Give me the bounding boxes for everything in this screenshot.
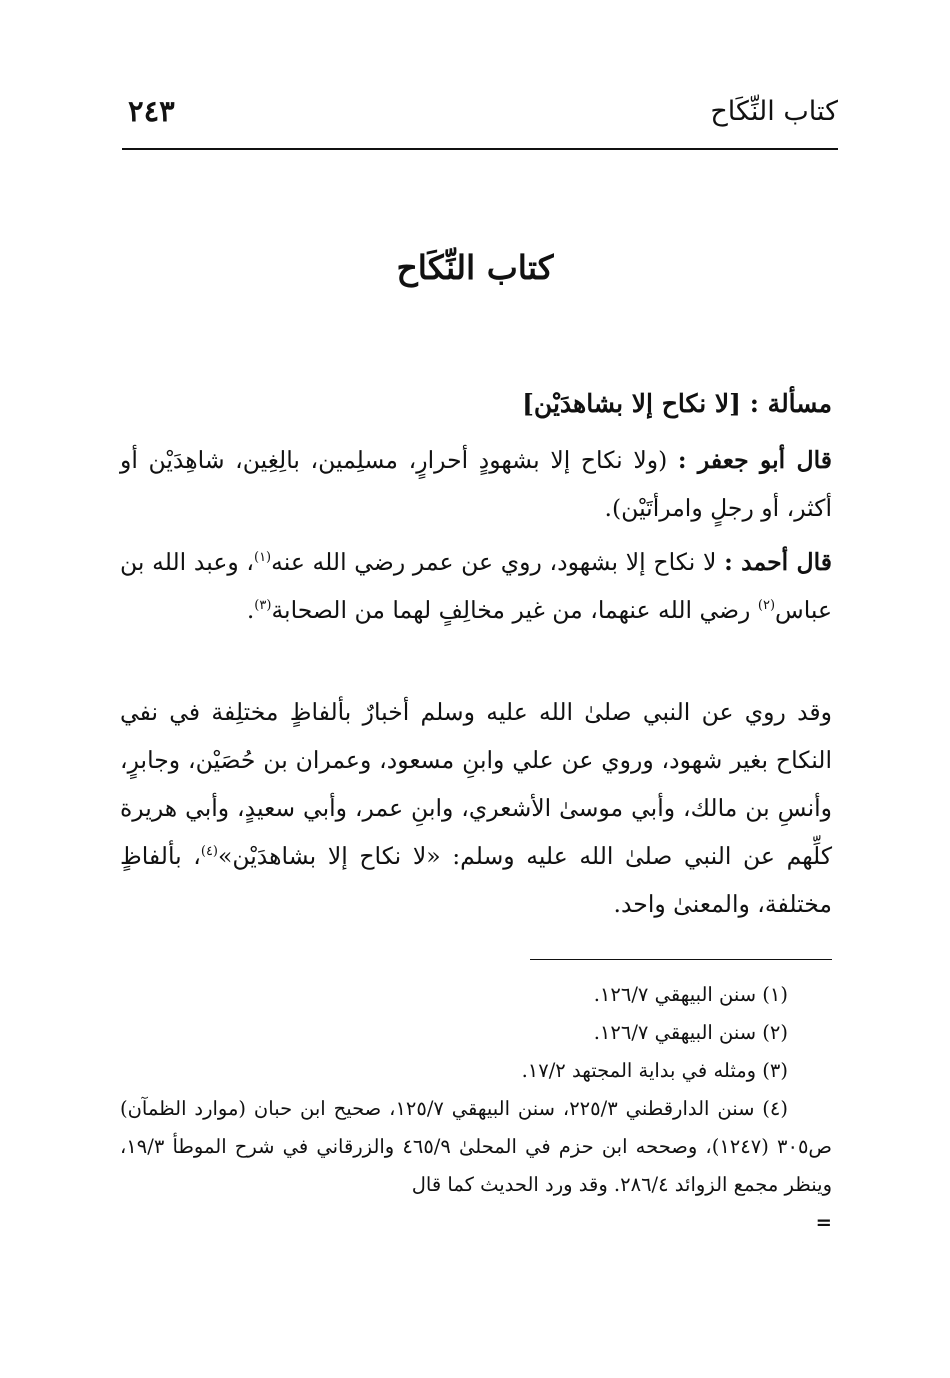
paragraph-text: ، وعبد الله بن عباس xyxy=(120,548,832,624)
issue-label: مسألة : xyxy=(749,389,832,418)
paragraph-hadith xyxy=(120,688,832,928)
running-title: كتاب النِّكَاح xyxy=(710,96,838,127)
continuation-mark: = xyxy=(815,1211,832,1234)
footnote-1: (١) سنن البيهقي ١٢٦/٧. xyxy=(593,983,788,1006)
paragraph-text: لا نكاح إلا بشهود، روي عن عمر رضي الله عنه xyxy=(271,548,717,576)
issue-title: [لا نكاح إلا بشاهدَيْن] xyxy=(522,389,742,418)
footnote-4: (٤) سنن الدارقطني ٢٢٥/٣، سنن البيهقي ١٢٥/٧، صحيح ابن حبان (موارد الظمآن) ص٣٠٥ (١٢٤٧)، وصححه ابن حزم في المحلىٰ ٤٦٥/٩ والزرقاني في شرح الموطأ ١٩/٣، وينظر مجمع الزوائد ٢٨٦/٤. وقد ورد الحديث كما قال xyxy=(120,1097,832,1196)
footnote-2: (٢) سنن البيهقي ١٢٦/٧. xyxy=(593,1021,788,1044)
paragraph-text: ، بألفاظٍ مختلفة، والمعنىٰ واحد. xyxy=(120,842,832,918)
footnote-divider xyxy=(530,959,832,960)
footnote-ref-1[interactable]: (١) xyxy=(253,550,272,566)
issue-heading xyxy=(120,380,832,428)
paragraph-abu-jafar xyxy=(120,436,832,532)
footnote-ref-2[interactable]: (٢) xyxy=(757,598,776,614)
speaker-abu-jafar: قال أبو جعفر : xyxy=(677,446,832,474)
footnote-ref-4[interactable]: (٤) xyxy=(200,844,218,860)
footnotes xyxy=(120,976,832,1242)
paragraph-text: (ولا نكاح إلا بشهودٍ أحرارٍ، مسلِمين، بالِغِين، شاهِدَيْن أو أكثر، أو رجلٍ وامرأتَيْن). xyxy=(120,446,832,522)
paragraph-ahmad xyxy=(120,538,832,634)
footnote-ref-3[interactable]: (٣) xyxy=(254,598,272,614)
paragraph-text: . xyxy=(246,596,255,624)
paragraph-text: رضي الله عنهما، من غير مخالِفٍ لهما من الصحابة xyxy=(271,596,758,624)
chapter-title: كتاب النِّكَاح xyxy=(396,248,554,287)
speaker-ahmad: قال أحمد : xyxy=(724,548,832,576)
footnote-3: (٣) ومثله في بداية المجتهد ١٧/٢. xyxy=(521,1059,788,1082)
page-number: ٢٤٣ xyxy=(128,94,175,128)
paragraph-text: وقد روي عن النبي صلىٰ الله عليه وسلم أخبارٌ بألفاظٍ مختلِفة في نفي النكاح بغير شهود، وروي عن علي وابنِ مسعود، وعمران بن حُصَيْن، وجابرٍ، وأنسِ بن مالك، وأبي موسىٰ الأشعري، وابنِ عمر، وأبي سعيدٍ، وأبي هريرة كلِّهم عن النبي صلىٰ الله عليه وسلم: «لا نكاح إلا بشاهدَيْن» xyxy=(120,698,833,870)
running-header xyxy=(122,92,838,150)
